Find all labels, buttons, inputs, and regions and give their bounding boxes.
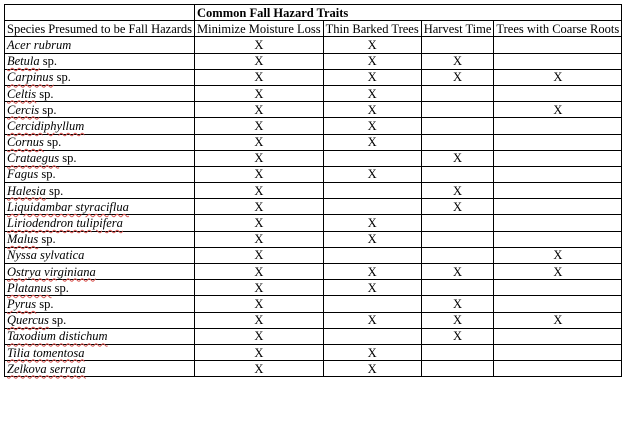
trait-cell-harvest: X	[421, 328, 494, 344]
trait-cell-moisture: X	[195, 69, 324, 85]
species-rank: sp.	[59, 151, 77, 166]
trait-cell-moisture: X	[195, 361, 324, 377]
species-column-header: Species Presumed to be Fall Hazards	[5, 21, 195, 37]
trait-cell-roots	[494, 134, 622, 150]
trait-cell-bark	[323, 199, 421, 215]
trait-cell-moisture: X	[195, 215, 324, 231]
trait-cell-roots: X	[494, 264, 622, 280]
table-row	[5, 312, 622, 328]
header-corner-cell	[5, 5, 195, 21]
trait-cell-roots	[494, 183, 622, 199]
trait-cell-roots	[494, 166, 622, 182]
table-row	[5, 361, 622, 377]
species-name: Platanus	[7, 280, 52, 295]
species-cell	[5, 53, 195, 69]
trait-cell-harvest: X	[421, 296, 494, 312]
trait-cell-harvest	[421, 231, 494, 247]
trait-cell-moisture: X	[195, 166, 324, 182]
species-name: Halesia	[7, 183, 46, 198]
trait-cell-bark: X	[323, 280, 421, 296]
trait-cell-roots	[494, 215, 622, 231]
species-cell	[5, 85, 195, 101]
trait-cell-moisture: X	[195, 199, 324, 215]
trait-cell-bark: X	[323, 134, 421, 150]
species-name: Pyrus	[7, 296, 37, 311]
trait-cell-bark: X	[323, 264, 421, 280]
column-header-row	[5, 21, 622, 37]
species-name: Taxodium distichum	[7, 329, 108, 344]
species-cell	[5, 264, 195, 280]
species-rank: sp.	[36, 296, 54, 311]
trait-cell-moisture: X	[195, 183, 324, 199]
column-header-moisture: Minimize Moisture Loss	[195, 21, 324, 37]
trait-cell-harvest: X	[421, 53, 494, 69]
trait-cell-harvest	[421, 215, 494, 231]
trait-cell-roots: X	[494, 102, 622, 118]
table-row	[5, 183, 622, 199]
trait-cell-harvest	[421, 102, 494, 118]
trait-cell-harvest	[421, 134, 494, 150]
trait-cell-bark	[323, 328, 421, 344]
species-name: Crataegus	[7, 151, 60, 166]
trait-cell-moisture: X	[195, 102, 324, 118]
trait-cell-roots: X	[494, 247, 622, 263]
species-cell	[5, 312, 195, 328]
table-row	[5, 150, 622, 166]
species-rank: sp.	[51, 280, 69, 295]
trait-cell-moisture: X	[195, 247, 324, 263]
species-cell	[5, 134, 195, 150]
trait-cell-bark	[323, 296, 421, 312]
species-name: Tilia tomentosa	[7, 345, 85, 360]
trait-cell-harvest	[421, 247, 494, 263]
species-rank: sp.	[39, 54, 58, 69]
trait-cell-moisture: X	[195, 344, 324, 360]
column-header-bark: Thin Barked Trees	[323, 21, 421, 37]
species-name: Celtis	[7, 86, 37, 101]
trait-cell-moisture: X	[195, 118, 324, 134]
table-row	[5, 166, 622, 182]
species-name: Acer rubrum	[7, 37, 72, 52]
species-name: Nyssa sylvatica	[7, 248, 85, 263]
trait-cell-bark: X	[323, 361, 421, 377]
trait-cell-bark: X	[323, 231, 421, 247]
trait-cell-roots	[494, 118, 622, 134]
table-row	[5, 296, 622, 312]
table-row	[5, 264, 622, 280]
trait-cell-harvest: X	[421, 199, 494, 215]
trait-cell-bark: X	[323, 102, 421, 118]
species-cell	[5, 183, 195, 199]
species-name: Cercis	[7, 102, 40, 117]
trait-cell-bark	[323, 247, 421, 263]
trait-cell-moisture: X	[195, 134, 324, 150]
species-cell	[5, 69, 195, 85]
trait-cell-harvest	[421, 166, 494, 182]
trait-cell-roots	[494, 199, 622, 215]
species-rank: sp.	[53, 70, 71, 85]
trait-cell-bark: X	[323, 69, 421, 85]
table-row	[5, 69, 622, 85]
species-cell	[5, 247, 195, 263]
species-rank: sp.	[38, 167, 56, 182]
species-cell	[5, 231, 195, 247]
species-rank: sp.	[38, 232, 56, 247]
trait-cell-harvest: X	[421, 69, 494, 85]
species-rank: sp.	[45, 183, 64, 198]
species-rank: sp.	[36, 86, 54, 101]
trait-cell-harvest: X	[421, 312, 494, 328]
table-row	[5, 247, 622, 263]
fall-hazard-traits-table	[4, 4, 622, 377]
species-cell	[5, 361, 195, 377]
trait-cell-bark: X	[323, 312, 421, 328]
species-cell	[5, 199, 195, 215]
trait-cell-moisture: X	[195, 328, 324, 344]
table-row	[5, 328, 622, 344]
group-header-row	[5, 5, 622, 21]
trait-cell-bark: X	[323, 215, 421, 231]
trait-cell-bark: X	[323, 85, 421, 101]
trait-cell-roots	[494, 296, 622, 312]
table-row	[5, 199, 622, 215]
table-row	[5, 215, 622, 231]
table-row	[5, 53, 622, 69]
trait-cell-moisture: X	[195, 37, 324, 53]
trait-cell-moisture: X	[195, 231, 324, 247]
trait-cell-harvest: X	[421, 264, 494, 280]
species-cell	[5, 37, 195, 53]
trait-cell-roots	[494, 361, 622, 377]
trait-cell-bark: X	[323, 53, 421, 69]
trait-cell-roots	[494, 280, 622, 296]
table-row	[5, 102, 622, 118]
trait-cell-harvest	[421, 37, 494, 53]
species-name: Carpinus	[7, 70, 54, 85]
trait-cell-harvest: X	[421, 150, 494, 166]
trait-cell-moisture: X	[195, 296, 324, 312]
trait-cell-moisture: X	[195, 150, 324, 166]
species-rank: sp.	[39, 102, 57, 117]
table-row	[5, 280, 622, 296]
species-name: Quercus	[7, 313, 49, 328]
trait-cell-moisture: X	[195, 53, 324, 69]
species-cell	[5, 118, 195, 134]
trait-cell-roots: X	[494, 312, 622, 328]
species-name: Betula	[7, 54, 40, 69]
trait-cell-bark	[323, 150, 421, 166]
column-header-harvest: Harvest Time	[421, 21, 494, 37]
trait-cell-roots	[494, 328, 622, 344]
trait-cell-harvest	[421, 118, 494, 134]
species-cell	[5, 344, 195, 360]
table-row	[5, 231, 622, 247]
species-rank: sp.	[43, 135, 62, 150]
species-cell	[5, 280, 195, 296]
table-row	[5, 37, 622, 53]
trait-cell-roots	[494, 85, 622, 101]
species-name: Malus	[7, 232, 39, 247]
column-header-roots: Trees with Coarse Roots	[494, 21, 622, 37]
trait-cell-bark	[323, 183, 421, 199]
trait-cell-bark: X	[323, 166, 421, 182]
species-name: Liriodendron tulipifera	[7, 216, 123, 231]
species-name: Zelkova serrata	[7, 361, 86, 376]
trait-cell-moisture: X	[195, 312, 324, 328]
trait-cell-roots: X	[494, 69, 622, 85]
group-header: Common Fall Hazard Traits	[195, 5, 622, 21]
species-name: Ostrya virginiana	[7, 264, 96, 279]
species-cell	[5, 296, 195, 312]
species-name: Liquidambar styraciflua	[7, 199, 129, 214]
table-row	[5, 134, 622, 150]
trait-cell-bark: X	[323, 344, 421, 360]
trait-cell-harvest	[421, 280, 494, 296]
trait-cell-roots	[494, 344, 622, 360]
species-name: Cercidiphyllum	[7, 118, 85, 133]
trait-cell-roots	[494, 37, 622, 53]
species-name: Fagus	[7, 167, 39, 182]
table-container	[4, 4, 622, 377]
species-cell	[5, 102, 195, 118]
trait-cell-bark: X	[323, 37, 421, 53]
trait-cell-bark: X	[323, 118, 421, 134]
trait-cell-moisture: X	[195, 85, 324, 101]
table-row	[5, 344, 622, 360]
trait-cell-moisture: X	[195, 264, 324, 280]
species-cell	[5, 150, 195, 166]
species-cell	[5, 328, 195, 344]
trait-cell-roots	[494, 53, 622, 69]
trait-cell-roots	[494, 150, 622, 166]
trait-cell-moisture: X	[195, 280, 324, 296]
species-rank: sp.	[48, 313, 67, 328]
species-cell	[5, 215, 195, 231]
trait-cell-roots	[494, 231, 622, 247]
species-name: Cornus	[7, 135, 44, 150]
table-row	[5, 118, 622, 134]
table-row	[5, 85, 622, 101]
trait-cell-harvest: X	[421, 183, 494, 199]
trait-cell-harvest	[421, 344, 494, 360]
species-cell	[5, 166, 195, 182]
trait-cell-harvest	[421, 361, 494, 377]
trait-cell-harvest	[421, 85, 494, 101]
